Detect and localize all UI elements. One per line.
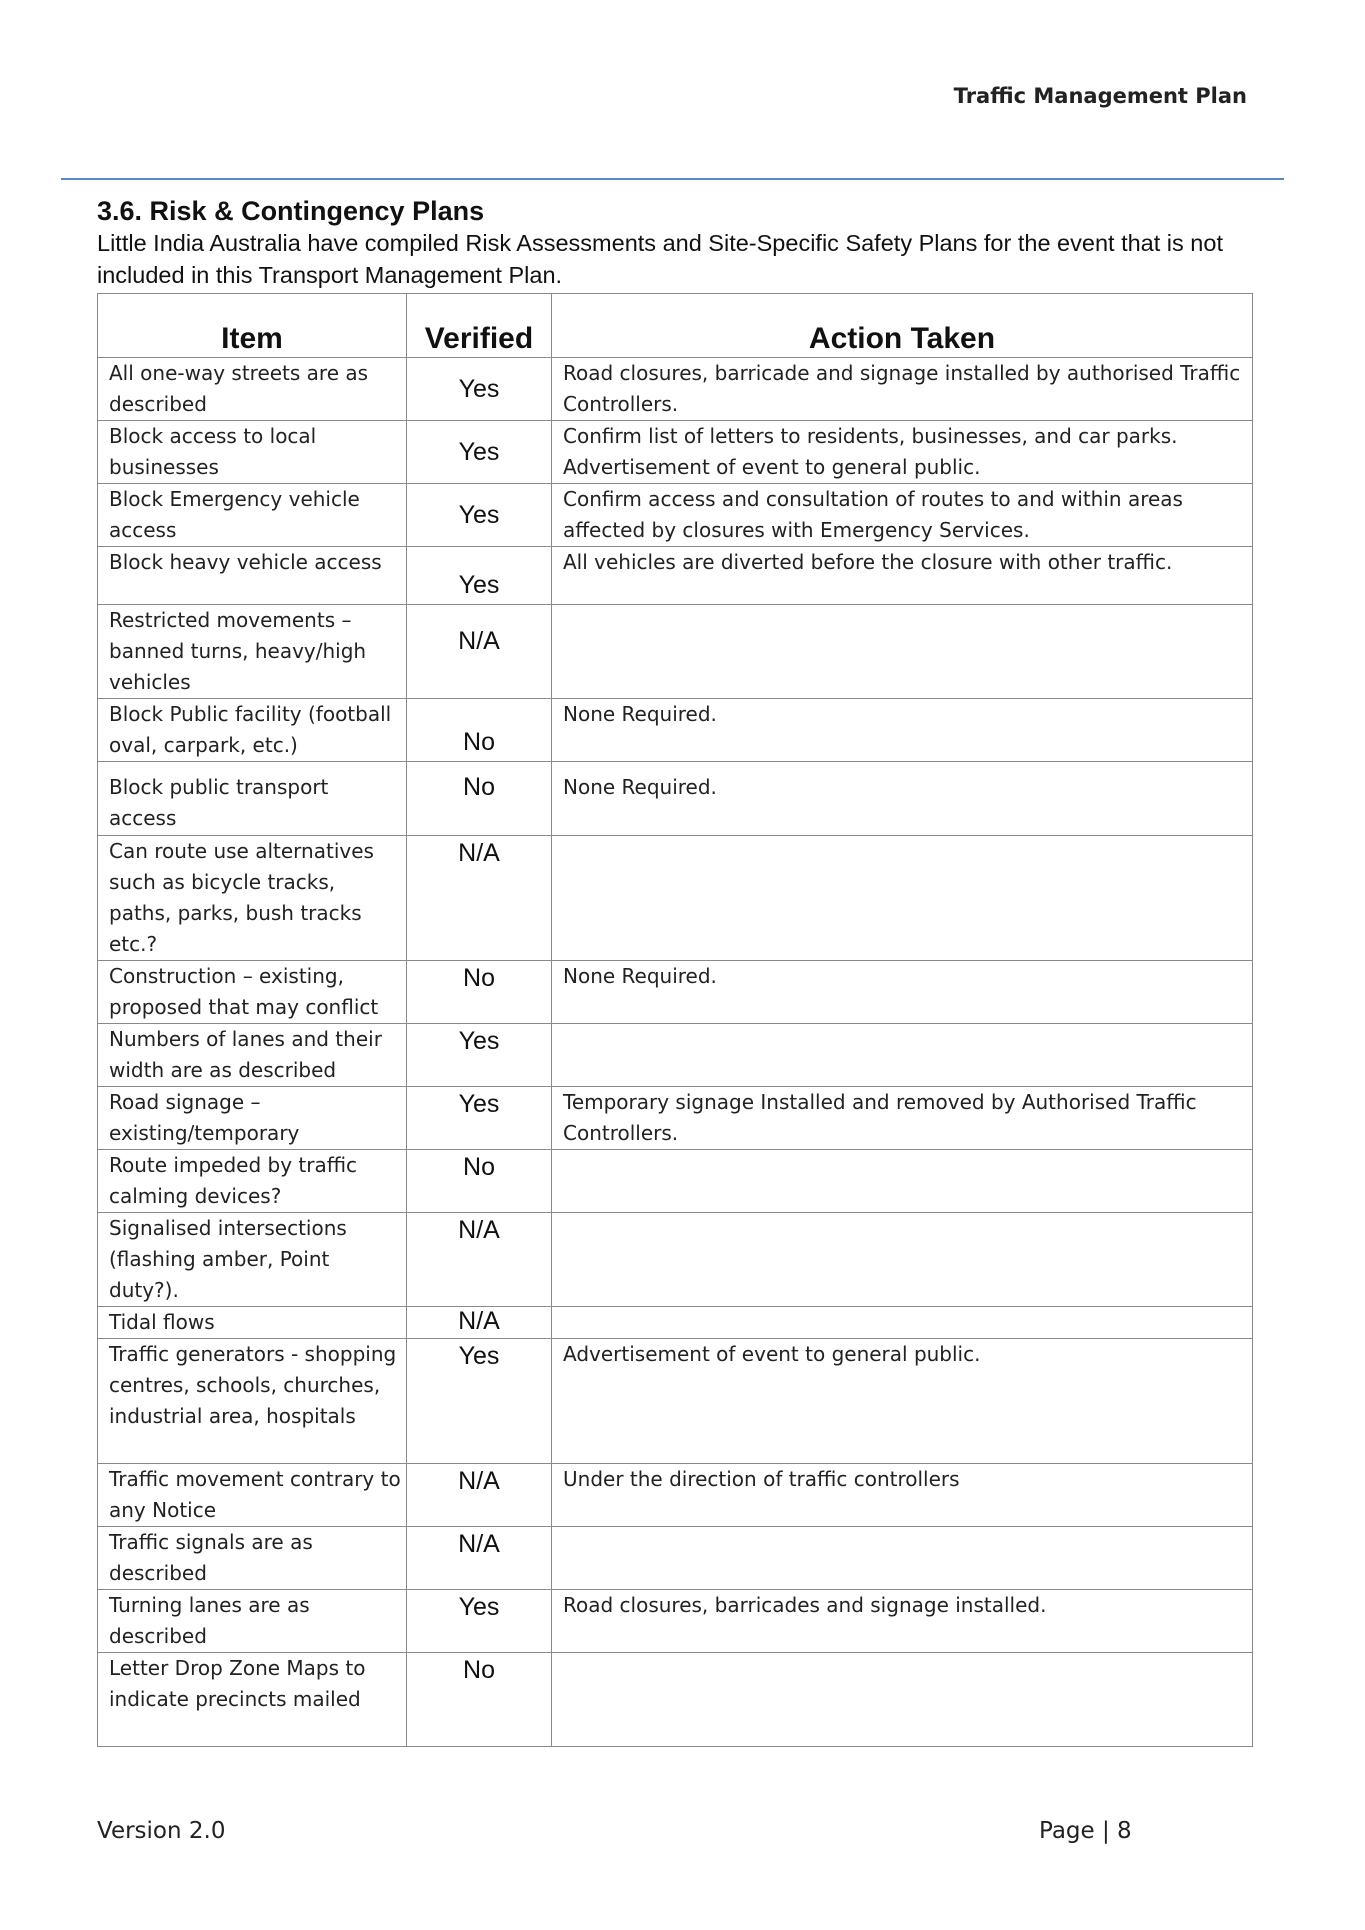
table-row (98, 358, 1253, 421)
table-row (98, 484, 1253, 547)
footer-page-number: Page | 8 (1039, 1818, 1132, 1844)
verified-cell: No (407, 961, 552, 1024)
verified-cell: N/A (407, 836, 552, 961)
table-row (98, 1590, 1253, 1653)
footer-version: Version 2.0 (97, 1818, 226, 1844)
table-row (98, 762, 1253, 836)
item-cell: Traffic signals are as described (98, 1527, 407, 1590)
table-row (98, 1653, 1253, 1747)
table-row (98, 1213, 1253, 1307)
table-row (98, 547, 1253, 605)
table-row (98, 1527, 1253, 1590)
verified-cell: Yes (407, 358, 552, 421)
table-row (98, 421, 1253, 484)
item-cell: Block Public facility (football oval, carpark, etc.) (98, 699, 407, 762)
action-cell (552, 836, 1253, 961)
action-cell: Advertisement of event to general public. (552, 1339, 1253, 1464)
item-cell: Route impeded by traffic calming devices? (98, 1150, 407, 1213)
column-header-action: Action Taken (552, 294, 1253, 358)
action-cell: Confirm list of letters to residents, businesses, and car parks. Advertisement of event to general public. (552, 421, 1253, 484)
verified-cell: Yes (407, 1087, 552, 1150)
verified-cell: Yes (407, 1339, 552, 1464)
page-header-title: Traffic Management Plan (953, 84, 1247, 108)
verified-cell: N/A (407, 1464, 552, 1527)
verified-cell: N/A (407, 1527, 552, 1590)
table-header-row (98, 294, 1253, 358)
item-cell: Can route use alternatives such as bicycle tracks, paths, parks, bush tracks etc.? (98, 836, 407, 961)
item-cell: Letter Drop Zone Maps to indicate precincts mailed (98, 1653, 407, 1747)
table-row (98, 1339, 1253, 1464)
table-row (98, 836, 1253, 961)
action-cell (552, 1150, 1253, 1213)
table-row (98, 1150, 1253, 1213)
table-row (98, 1307, 1253, 1339)
item-cell: Block heavy vehicle access (98, 547, 407, 605)
verified-cell: No (407, 1150, 552, 1213)
action-cell: Under the direction of traffic controllers (552, 1464, 1253, 1527)
action-cell (552, 605, 1253, 699)
action-cell (552, 1307, 1253, 1339)
column-header-item: Item (98, 294, 407, 358)
header-divider (61, 178, 1284, 180)
table-row (98, 699, 1253, 762)
verified-cell: N/A (407, 1307, 552, 1339)
verified-cell: Yes (407, 484, 552, 547)
item-cell: Turning lanes are as described (98, 1590, 407, 1653)
item-cell: All one-way streets are as described (98, 358, 407, 421)
action-cell: Confirm access and consultation of routes to and within areas affected by closures with Emergency Services. (552, 484, 1253, 547)
table-row (98, 1464, 1253, 1527)
item-cell: Signalised intersections (flashing amber, Point duty?). (98, 1213, 407, 1307)
action-cell: None Required. (552, 699, 1253, 762)
action-cell: None Required. (552, 961, 1253, 1024)
item-cell: Block Emergency vehicle access (98, 484, 407, 547)
table-row (98, 1087, 1253, 1150)
action-cell: Temporary signage Installed and removed by Authorised Traffic Controllers. (552, 1087, 1253, 1150)
verified-cell: No (407, 1653, 552, 1747)
section-intro: Little India Australia have compiled Risk Assessments and Site-Specific Safety Plans for the event that is not included in this Transport Management Plan. (97, 230, 1223, 288)
action-cell (552, 1024, 1253, 1087)
item-cell: Road signage – existing/temporary (98, 1087, 407, 1150)
verified-cell: N/A (407, 605, 552, 699)
action-cell: All vehicles are diverted before the closure with other traffic. (552, 547, 1253, 605)
verified-cell: No (407, 762, 552, 836)
item-cell: Numbers of lanes and their width are as described (98, 1024, 407, 1087)
risk-checklist-table (97, 293, 1253, 1747)
table-row (98, 1024, 1253, 1087)
verified-cell: Yes (407, 547, 552, 605)
verified-cell: No (407, 699, 552, 762)
table-row (98, 605, 1253, 699)
item-cell: Block access to local businesses (98, 421, 407, 484)
section-title: 3.6. Risk & Contingency Plans (97, 196, 485, 226)
action-cell: Road closures, barricade and signage installed by authorised Traffic Controllers. (552, 358, 1253, 421)
verified-cell: Yes (407, 1024, 552, 1087)
item-cell: Block public transport access (98, 762, 407, 836)
action-cell (552, 1653, 1253, 1747)
item-cell: Traffic generators - shopping centres, schools, churches, industrial area, hospitals (98, 1339, 407, 1464)
action-cell: None Required. (552, 762, 1253, 836)
action-cell (552, 1527, 1253, 1590)
item-cell: Restricted movements – banned turns, heavy/high vehicles (98, 605, 407, 699)
verified-cell: Yes (407, 421, 552, 484)
verified-cell: Yes (407, 1590, 552, 1653)
column-header-verified: Verified (407, 294, 552, 358)
item-cell: Traffic movement contrary to any Notice (98, 1464, 407, 1527)
verified-cell: N/A (407, 1213, 552, 1307)
action-cell: Road closures, barricades and signage installed. (552, 1590, 1253, 1653)
item-cell: Tidal flows (98, 1307, 407, 1339)
item-cell: Construction – existing, proposed that may conflict (98, 961, 407, 1024)
table-row (98, 961, 1253, 1024)
action-cell (552, 1213, 1253, 1307)
